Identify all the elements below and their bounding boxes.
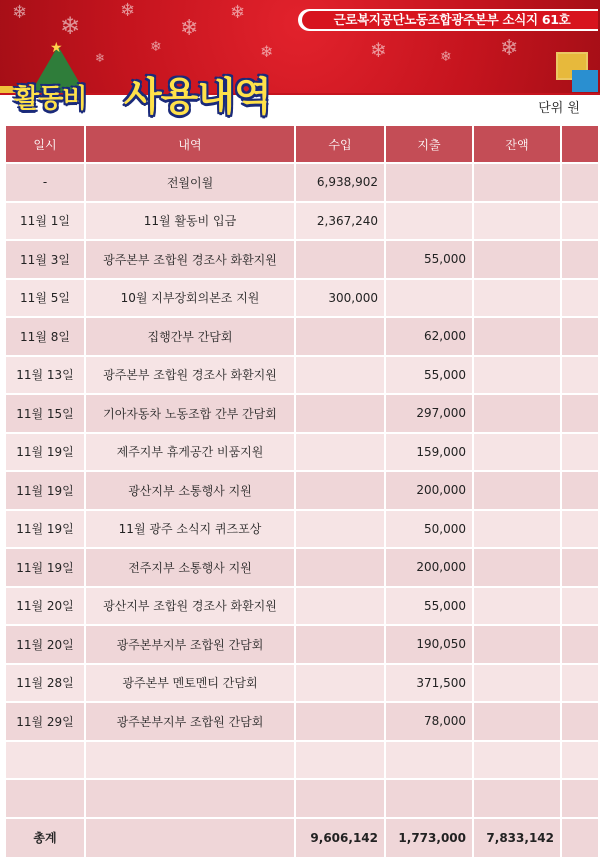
row-extra (561, 510, 599, 549)
row-date: 11월 19일 (5, 548, 85, 587)
table-row (5, 317, 599, 356)
snowflake-icon: ❄ (500, 36, 519, 61)
row-balance (473, 702, 561, 741)
row-item: 광주본부 멘토멘티 간담회 (85, 664, 295, 703)
snowflake-icon: ❄ (370, 38, 387, 62)
snowflake-icon: ❄ (180, 16, 199, 41)
table-row (5, 702, 599, 741)
row-item (85, 779, 295, 818)
snowflake-icon: ❄ (150, 39, 162, 55)
row-balance (473, 202, 561, 241)
row-date: 11월 1일 (5, 202, 85, 241)
row-item: 광주본부 조합원 경조사 화환지원 (85, 240, 295, 279)
table-row (5, 163, 599, 202)
title-band (0, 93, 600, 120)
row-item: 11월 활동비 입금 (85, 202, 295, 241)
row-item: 광주본부지부 조합원 간담회 (85, 625, 295, 664)
row-income (295, 625, 385, 664)
row-expense: 297,000 (385, 394, 473, 433)
row-extra (561, 587, 599, 626)
table-header-row (5, 125, 599, 163)
row-balance (473, 625, 561, 664)
row-income (295, 394, 385, 433)
row-date: 11월 3일 (5, 240, 85, 279)
row-item: 광주본부지부 조합원 간담회 (85, 702, 295, 741)
row-expense (385, 279, 473, 318)
snowflake-icon: ❄ (95, 51, 106, 65)
row-income (295, 779, 385, 818)
row-expense: 371,500 (385, 664, 473, 703)
unit-label: 단위 원 (538, 101, 580, 116)
row-balance (473, 548, 561, 587)
row-income (295, 356, 385, 395)
table-row (5, 394, 599, 433)
row-date: 11월 15일 (5, 394, 85, 433)
table-row (5, 471, 599, 510)
row-balance (473, 394, 561, 433)
row-date: 11월 5일 (5, 279, 85, 318)
row-expense (385, 779, 473, 818)
row-item: 11월 광주 소식지 퀴즈포상 (85, 510, 295, 549)
row-balance (473, 664, 561, 703)
row-extra (561, 625, 599, 664)
row-date: 11월 19일 (5, 433, 85, 472)
row-extra (561, 741, 599, 780)
row-balance (473, 741, 561, 780)
row-expense: 159,000 (385, 433, 473, 472)
row-income (295, 471, 385, 510)
table-row (5, 664, 599, 703)
row-extra (561, 433, 599, 472)
row-balance (473, 433, 561, 472)
row-date: 11월 19일 (5, 471, 85, 510)
snowflake-icon: ❄ (230, 2, 246, 23)
row-expense: 200,000 (385, 471, 473, 510)
table-row (5, 202, 599, 241)
snowflake-icon: ❄ (12, 2, 28, 23)
row-item: 광산지부 소통행사 지원 (85, 471, 295, 510)
row-extra (561, 279, 599, 318)
row-item (85, 741, 295, 780)
row-expense: 55,000 (385, 356, 473, 395)
row-income (295, 548, 385, 587)
row-extra (561, 394, 599, 433)
gift-box-icon (572, 70, 598, 92)
column-header-date: 일시 (5, 125, 85, 163)
row-balance (473, 240, 561, 279)
row-date: 11월 20일 (5, 625, 85, 664)
row-date: 11월 20일 (5, 587, 85, 626)
table-row (5, 240, 599, 279)
total-label: 총계 (5, 818, 85, 858)
snowflake-icon: ❄ (120, 0, 136, 21)
row-date (5, 779, 85, 818)
row-income (295, 741, 385, 780)
row-expense: 55,000 (385, 240, 473, 279)
table-row (5, 587, 599, 626)
row-income (295, 510, 385, 549)
total-row (5, 818, 599, 858)
page-title-prefix: 활동비 (14, 84, 87, 114)
table-row (5, 625, 599, 664)
table-row (5, 548, 599, 587)
row-date: 11월 8일 (5, 317, 85, 356)
row-extra (561, 548, 599, 587)
row-extra (561, 240, 599, 279)
snowflake-icon: ❄ (440, 49, 452, 65)
row-income: 300,000 (295, 279, 385, 318)
row-extra (561, 664, 599, 703)
column-header-balance: 잔액 (473, 125, 561, 163)
column-header-expense: 지출 (385, 125, 473, 163)
snowflake-icon: ❄ (60, 12, 81, 40)
row-balance (473, 356, 561, 395)
table-row (5, 779, 599, 818)
row-income: 6,938,902 (295, 163, 385, 202)
page-title: 사용내역 (124, 75, 271, 120)
issue-title: 근로복지공단노동조합광주본부 소식지 61호 (333, 12, 571, 27)
row-extra (561, 317, 599, 356)
row-balance (473, 317, 561, 356)
row-income: 2,367,240 (295, 202, 385, 241)
row-item: 제주지부 휴게공간 비품지원 (85, 433, 295, 472)
row-item: 10월 지부장회의본조 지원 (85, 279, 295, 318)
row-extra (561, 202, 599, 241)
row-expense: 62,000 (385, 317, 473, 356)
row-extra (561, 779, 599, 818)
table-row (5, 356, 599, 395)
table-row (5, 279, 599, 318)
snowflake-icon: ❄ (260, 42, 274, 61)
row-date (5, 741, 85, 780)
row-item: 광주본부 조합원 경조사 화환지원 (85, 356, 295, 395)
column-header-item: 내역 (85, 125, 295, 163)
row-income (295, 587, 385, 626)
row-extra (561, 356, 599, 395)
star-icon: ★ (50, 40, 63, 56)
row-balance (473, 587, 561, 626)
row-income (295, 702, 385, 741)
row-expense: 200,000 (385, 548, 473, 587)
row-income (295, 664, 385, 703)
row-expense (385, 163, 473, 202)
row-date: - (5, 163, 85, 202)
row-expense: 55,000 (385, 587, 473, 626)
row-extra (561, 702, 599, 741)
row-item: 전주지부 소통행사 지원 (85, 548, 295, 587)
total-expense: 1,773,000 (385, 818, 473, 858)
table-row (5, 741, 599, 780)
row-item: 전월이월 (85, 163, 295, 202)
row-balance (473, 163, 561, 202)
row-extra (561, 163, 599, 202)
row-expense (385, 202, 473, 241)
table-row (5, 510, 599, 549)
column-header-income: 수입 (295, 125, 385, 163)
expense-ledger-table (4, 124, 600, 859)
row-date: 11월 28일 (5, 664, 85, 703)
row-income (295, 433, 385, 472)
row-date: 11월 29일 (5, 702, 85, 741)
row-date: 11월 19일 (5, 510, 85, 549)
row-expense (385, 741, 473, 780)
table-row (5, 433, 599, 472)
row-balance (473, 779, 561, 818)
row-extra (561, 471, 599, 510)
row-balance (473, 279, 561, 318)
total-balance: 7,833,142 (473, 818, 561, 858)
row-item: 광산지부 조합원 경조사 화환지원 (85, 587, 295, 626)
row-balance (473, 471, 561, 510)
row-item: 집행간부 간담회 (85, 317, 295, 356)
column-header-extra (561, 125, 599, 163)
row-expense: 190,050 (385, 625, 473, 664)
row-balance (473, 510, 561, 549)
total-income: 9,606,142 (295, 818, 385, 858)
row-expense: 78,000 (385, 702, 473, 741)
row-income (295, 317, 385, 356)
row-date: 11월 13일 (5, 356, 85, 395)
row-income (295, 240, 385, 279)
row-item: 기아자동차 노동조합 간부 간담회 (85, 394, 295, 433)
row-expense: 50,000 (385, 510, 473, 549)
